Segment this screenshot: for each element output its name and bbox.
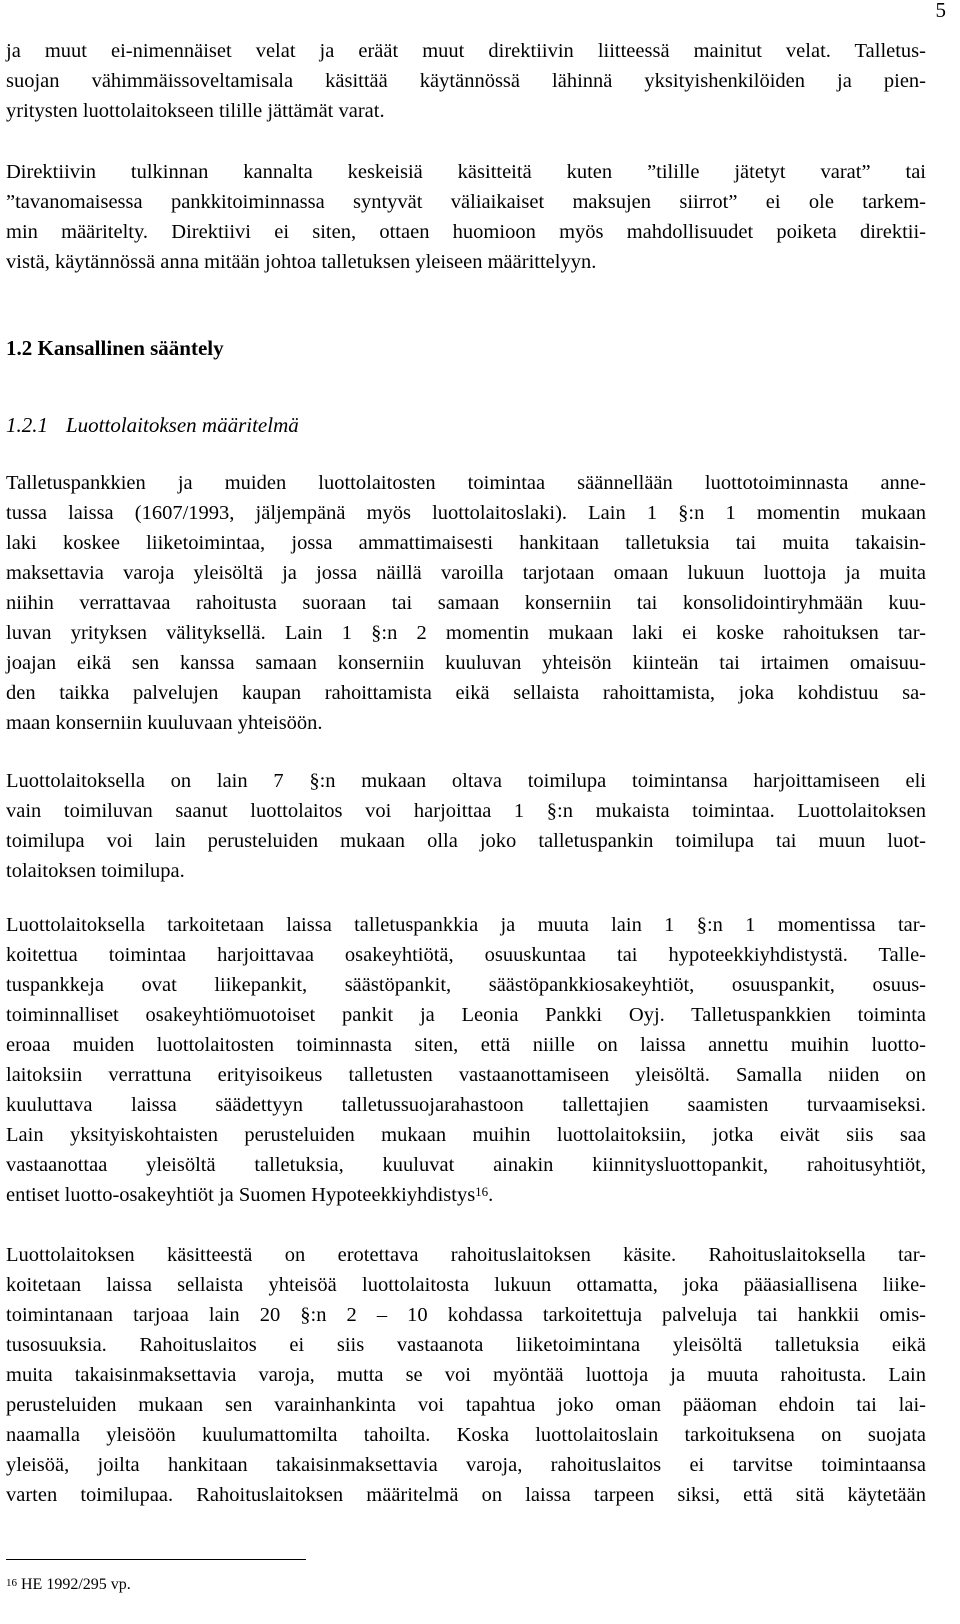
text-line: tuspankkeja ovat liikepankit, säästöpankit, säästöpankkiosakeyhtiöt, osuuspankit, osuus-	[6, 974, 926, 996]
text-line	[6, 1180, 926, 1210]
section-heading: 1.2 Kansallinen sääntely	[6, 336, 224, 360]
footnote-text: HE 1992/295 vp.	[21, 1576, 131, 1593]
text-line: tussa laissa (1607/1993, jäljempänä myös luottolaitoslaki). Lain 1 §:n 1 momentin mukaan	[6, 502, 926, 524]
text-line: vain toimiluvan saanut luottolaitos voi harjoittaa 1 §:n mukaista toimintaa. Luottolaitoksen	[6, 800, 926, 822]
text-line: vastaanottaa yleisöltä talletuksia, kuuluvat ainakin kiinnitysluottopankit, rahoitusyhtiöt,	[6, 1154, 926, 1176]
text-line: niihin verrattavaa rahoitusta suoraan tai samaan konserniin tai konsolidointiryhmään kuu-	[6, 592, 926, 614]
paragraph-4	[6, 766, 926, 886]
paragraph-6	[6, 1240, 926, 1510]
text-line: koitettua toimintaa harjoittavaa osakeyhtiötä, osuuskuntaa tai hypoteekkiyhdistystä. Talle-	[6, 944, 926, 966]
text-line: den taikka palvelujen kaupan rahoittamista eikä sellaista rahoittamista, joka kohdistuu sa-	[6, 682, 926, 704]
text-line: laki koskee liiketoimintaa, jossa ammattimaisesti hankitaan talletuksia tai muita takaisin-	[6, 532, 926, 554]
subsection-title: Luottolaitoksen määritelmä	[66, 413, 299, 437]
text-line: maan konserniin kuuluvaan yhteisöön.	[6, 712, 323, 734]
subsection-number: 1.2.1	[6, 413, 48, 437]
text-line: ”tavanomaisessa pankkitoiminnassa syntyvät väliaikaiset maksujen siirrot” ei ole tarkem-	[6, 191, 926, 213]
text-line: Luottolaitoksen käsitteestä on erotettava rahoituslaitoksen käsite. Rahoituslaitoksella tar-	[6, 1244, 926, 1266]
paragraph-3	[6, 468, 926, 738]
text-line: muita takaisinmaksettavia varoja, mutta se voi myöntää luottoja ja muuta rahoitusta. Lain	[6, 1364, 926, 1386]
footnote-reference: 16	[475, 1184, 489, 1199]
text-line: Direktiivin tulkinnan kannalta keskeisiä käsitteitä kuten ”tilille jätetyt varat” tai	[6, 161, 926, 183]
text-line: koitetaan laissa sellaista yhteisöä luottolaitosta lukuun ottamatta, joka pääasiallisena liike-	[6, 1274, 926, 1296]
footnote-separator	[6, 1559, 306, 1560]
text-line: Talletuspankkien ja muiden luottolaitosten toimintaa säännellään luottotoiminnasta anne-	[6, 472, 926, 494]
text-line: kuuluttava laissa säädettyyn talletussuojarahastoon tallettajien saamisten turvaamiseksi.	[6, 1094, 926, 1116]
text-line: joajan eikä sen kanssa samaan konserniin kuuluvan yhteisön kiinteän tai irtaimen omaisuu-	[6, 652, 926, 674]
text-line-end: .	[488, 1184, 494, 1206]
text-line: Luottolaitoksella tarkoitetaan laissa talletuspankkia ja muuta lain 1 §:n 1 momentissa tar-	[6, 914, 926, 936]
paragraph-1	[6, 36, 926, 126]
text-line: Luottolaitoksella on lain 7 §:n mukaan oltava toimilupa toimintansa harjoittamiseen eli	[6, 770, 926, 792]
text-line: Lain yksityiskohtaisten perusteluiden mukaan muihin luottolaitoksiin, jotka eivät siis saa	[6, 1124, 926, 1146]
text-line: naamalla yleisöön kuulumattomilta tahoilta. Koska luottolaitoslain tarkoituksena on suojata	[6, 1424, 926, 1446]
text-line: vistä, käytännössä anna mitään johtoa talletuksen yleiseen määrittelyyn.	[6, 251, 597, 273]
footnote-number: 16	[6, 1577, 17, 1589]
page-number: 5	[935, 0, 946, 22]
text-line: toimilupa voi lain perusteluiden mukaan olla joko talletuspankin toimilupa tai muun luot-	[6, 830, 926, 852]
text-line: suojan vähimmäissoveltamisala käsittää käytännössä lähinnä yksityishenkilöiden ja pien-	[6, 70, 926, 92]
text-line: tusosuuksia. Rahoituslaitos ei siis vastaanota liiketoimintana yleisöltä talletuksia eikä	[6, 1334, 926, 1356]
text-line: ja muut ei-nimennäiset velat ja eräät muut direktiivin liitteessä mainitut velat. Talletus-	[6, 40, 926, 62]
paragraph-5	[6, 910, 926, 1210]
subsection-heading	[6, 410, 299, 440]
text-line: yleisöä, joilta hankitaan takaisinmaksettavia varoja, rahoituslaitos ei tarvitse toimintaansa	[6, 1454, 926, 1476]
text-line: perusteluiden mukaan sen varainhankinta voi tapahtua joko oman pääoman ehdoin tai lai-	[6, 1394, 926, 1416]
text-line: luvan yrityksen välityksellä. Lain 1 §:n 2 momentin mukaan laki ei koske rahoituksen tar-	[6, 622, 926, 644]
text-line: toimintanaan tarjoaa lain 20 §:n 2 – 10 kohdassa tarkoitettuja palveluja tai hankkii omis-	[6, 1304, 926, 1326]
paragraph-2	[6, 157, 926, 277]
text-line: eroaa muiden luottolaitosten toiminnasta siten, että niille on laissa annettu muihin luotto-	[6, 1034, 926, 1056]
text-line: min määritelty. Direktiivi ei siten, ottaen huomioon myös mahdollisuudet poiketa direktii-	[6, 221, 926, 243]
text-line: varten toimilupaa. Rahoituslaitoksen määritelmä on laissa tarpeen siksi, että sitä käytetään	[6, 1484, 926, 1506]
text-line: toiminnalliset osakeyhtiömuotoiset pankit ja Leonia Pankki Oyj. Talletuspankkien toiminta	[6, 1004, 926, 1026]
text-line: maksettavia varoja yleisöltä ja jossa näillä varoilla tarjotaan omaan lukuun luottoja ja muita	[6, 562, 926, 584]
text-line: laitoksiin verrattuna erityisoikeus talletusten vastaanottamiseen yleisöltä. Samalla niiden on	[6, 1064, 926, 1086]
footnote	[6, 1574, 131, 1596]
text-line: tolaitoksen toimilupa.	[6, 860, 185, 882]
text-line-content: entiset luotto-osakeyhtiöt ja Suomen Hypoteekkiyhdistys	[6, 1184, 476, 1206]
text-line: yritysten luottolaitokseen tilille jättämät varat.	[6, 100, 385, 122]
